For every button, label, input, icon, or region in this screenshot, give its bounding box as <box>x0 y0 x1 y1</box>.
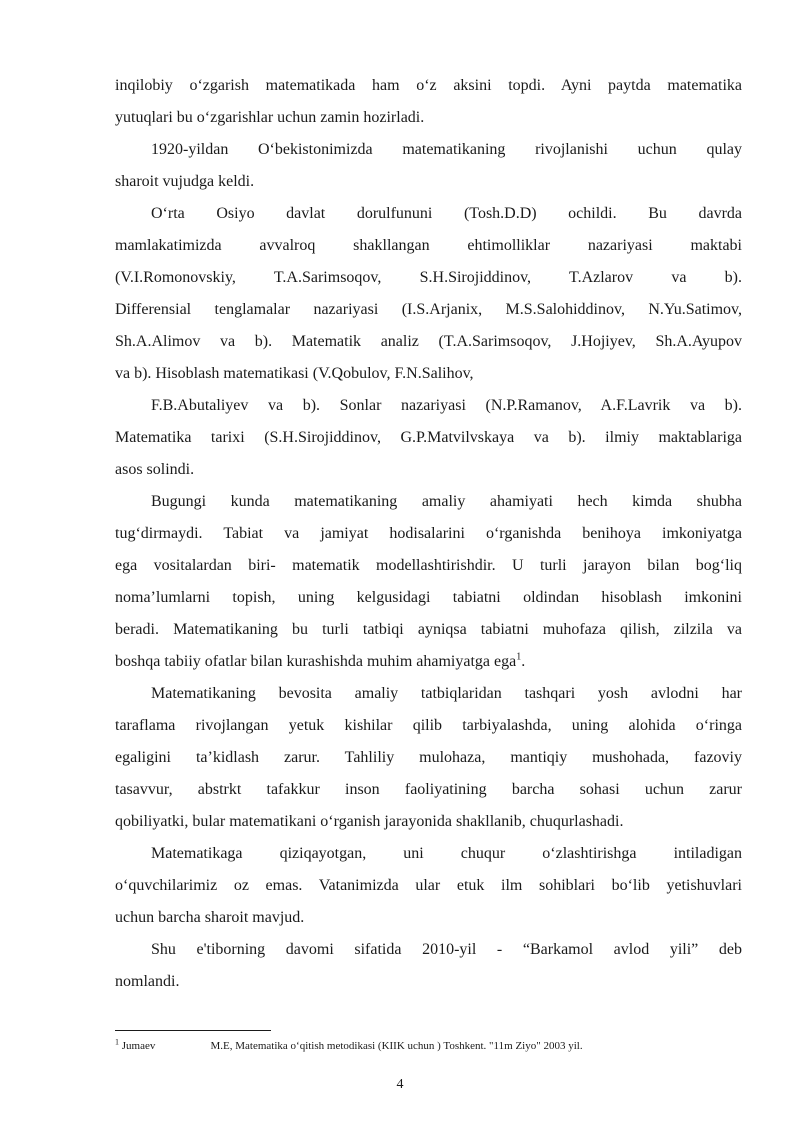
text-line: F.B.Abutaliyev va b). Sonlar nazariyasi (N.P.Ramanov, A.F.Lavrik va b). <box>151 397 742 414</box>
text-line: Differensial tenglamalar nazariyasi (I.S.Arjanix, M.S.Salohiddinov, N.Yu.Satimov, <box>115 301 742 318</box>
body-text <box>115 70 742 998</box>
text-line: inqilobiy o‘zgarish matematikada ham o‘z aksini topdi. Ayni paytda matematika <box>115 77 742 94</box>
text-fragment: . <box>521 653 526 670</box>
text-line: beradi. Matematikaning bu turli tatbiqi ayniqsa tabiatni muhofaza qilish, zilzila va <box>115 621 742 638</box>
text-line: mamlakatimizda avvalroq shakllangan ehtimolliklar nazariyasi maktabi <box>115 237 742 254</box>
text-line: Shu e'tiborning davomi sifatida 2010-yil - “Barkamol avlod yili” deb <box>151 941 742 958</box>
text-line: tasavvur, abstrkt tafakkur inson faoliyatining barcha sohasi uchun zarur <box>115 781 742 798</box>
paragraph <box>115 838 742 934</box>
footnote <box>115 1039 583 1053</box>
paragraph <box>115 934 742 998</box>
text-line: 1920-yildan O‘bekistonimizda matematikaning rivojlanishi uchun qulay <box>151 141 742 158</box>
paragraph <box>115 678 742 838</box>
footnote-author: Jumaev <box>121 1040 156 1052</box>
text-line: yutuqlari bu o‘zgarishlar uchun zamin hozirladi. <box>115 109 425 126</box>
text-line: taraflama rivojlangan yetuk kishilar qilib tarbiyalashda, uning alohida o‘ringa <box>115 717 742 734</box>
text-line: va b). Hisoblash matematikasi (V.Qobulov, F.N.Salihov, <box>115 365 474 382</box>
footnote-reference[interactable]: 1 <box>516 651 522 663</box>
paragraph <box>115 70 742 134</box>
text-line: Matematikaning bevosita amaliy tatbiqlaridan tashqari yosh avlodni har <box>151 685 742 702</box>
footnote-number: 1 <box>115 1037 119 1047</box>
text-line: qobiliyatki, bular matematikani o‘rganish jarayonida shakllanib, chuqurlashadi. <box>115 813 624 830</box>
text-line: tug‘dirmaydi. Tabiat va jamiyat hodisalarini o‘rganishda benihoya imkoniyatga <box>115 525 742 542</box>
footnote-separator <box>115 1030 271 1031</box>
text-line: sharoit vujudga keldi. <box>115 173 255 190</box>
paragraph <box>115 134 742 198</box>
paragraph <box>115 198 742 390</box>
text-line: egaligini ta’kidlash zarur. Tahliliy mulohaza, mantiqiy mushohada, fazoviy <box>115 749 742 766</box>
text-line: noma’lumlarni topish, uning kelgusidagi tabiatni oldindan hisoblash imkonini <box>115 589 742 606</box>
text-line: asos solindi. <box>115 461 195 478</box>
text-line: Matematikaga qiziqayotgan, uni chuqur o‘zlashtirishga intiladigan <box>151 845 742 862</box>
text-line: O‘rta Osiyo davlat dorulfununi (Tosh.D.D) ochildi. Bu davrda <box>151 205 742 222</box>
text-line: o‘quvchilarimiz oz emas. Vatanimizda ular etuk ilm sohiblari bo‘lib yetishuvlari <box>115 877 742 894</box>
text-line <box>115 646 742 678</box>
text-line: (V.I.Romonovskiy, T.A.Sarimsoqov, S.H.Sirojiddinov, T.Azlarov va b). <box>115 269 742 286</box>
text-line: nomlandi. <box>115 973 180 990</box>
paragraph <box>115 486 742 678</box>
text-line: uchun barcha sharoit mavjud. <box>115 909 305 926</box>
text-line: Bugungi kunda matematikaning amaliy ahamiyati hech kimda shubha <box>151 493 742 510</box>
paragraph <box>115 390 742 486</box>
text-line: Sh.A.Alimov va b). Matematik analiz (T.A.Sarimsoqov, J.Hojiyev, Sh.A.Ayupov <box>115 333 742 350</box>
footnote-text: M.E, Matematika o‘qitish metodikasi (KIIK uchun ) Toshkent. "11m Ziyo" 2003 yil. <box>210 1040 583 1052</box>
text-fragment: boshqa tabiiy ofatlar bilan kurashishda muhim ahamiyatga ega <box>115 653 517 670</box>
text-line: ega vositalardan biri- matematik modellashtirishdir. U turli jarayon bilan bog‘liq <box>115 557 742 574</box>
text-line: Matematika tarixi (S.H.Sirojiddinov, G.P.Matvilvskaya va b). ilmiy maktablariga <box>115 429 742 446</box>
page-number: 4 <box>396 1077 404 1092</box>
